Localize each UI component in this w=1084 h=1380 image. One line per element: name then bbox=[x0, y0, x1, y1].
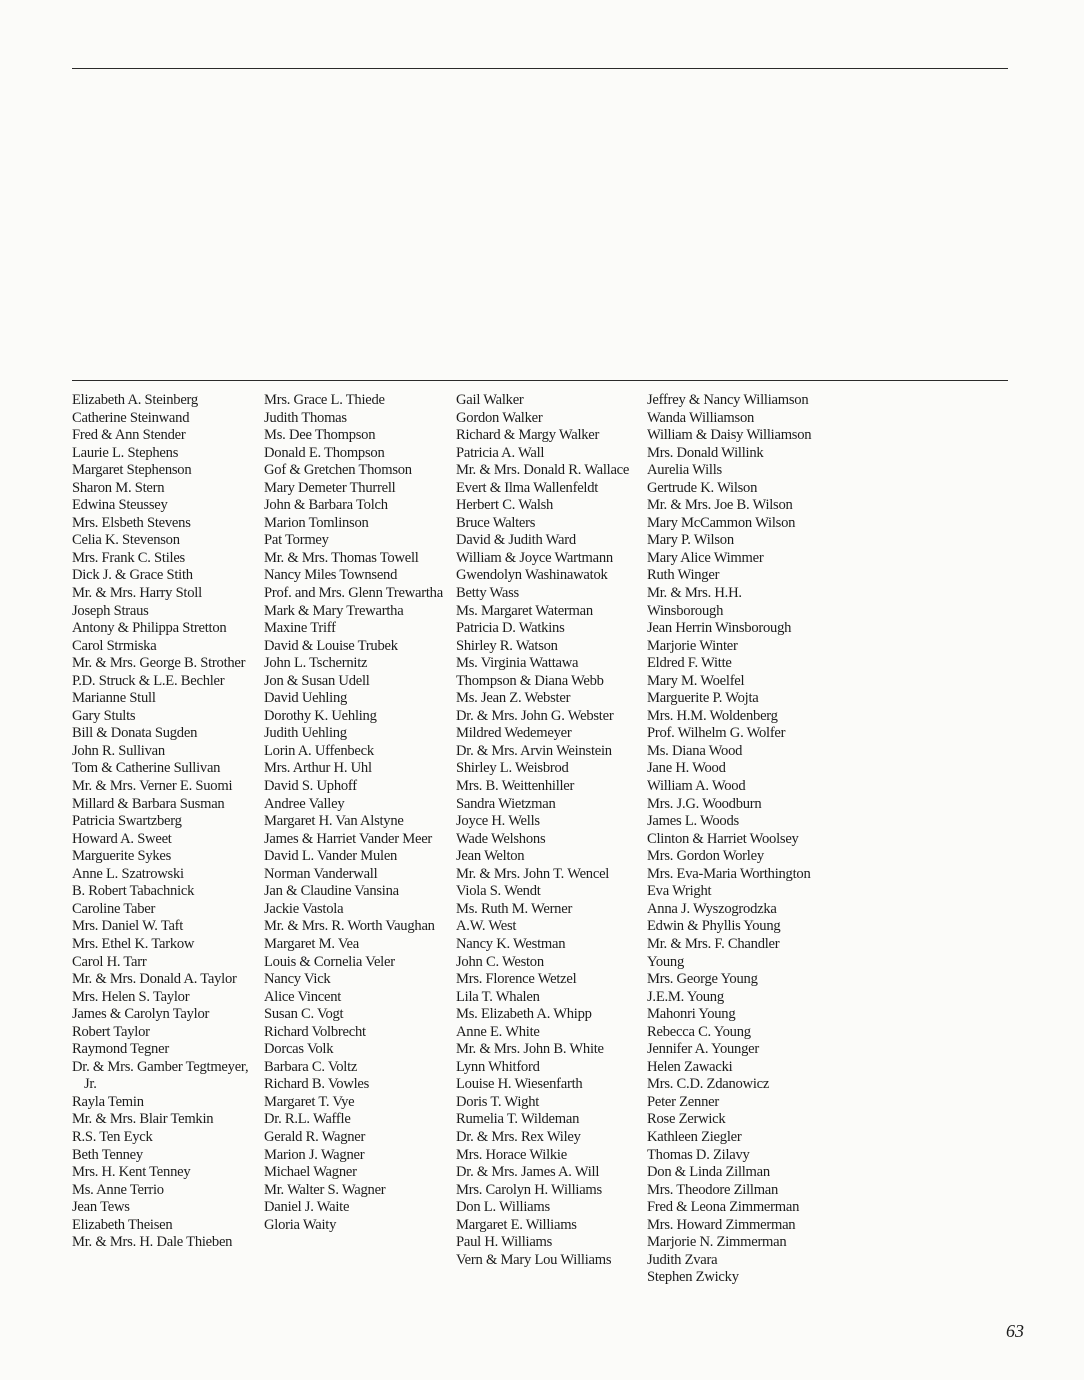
donor-name: Mr. Walter S. Wagner bbox=[264, 1181, 386, 1198]
donor-name: Maxine Triff bbox=[264, 620, 336, 637]
donor-name: Dorothy K. Uehling bbox=[264, 707, 377, 724]
donor-name: Gordon Walker bbox=[456, 409, 543, 426]
donor-name: Mrs. Arthur H. Uhl bbox=[264, 760, 372, 777]
donor-name: Rumelia T. Wildeman bbox=[456, 1111, 580, 1128]
donor-name: Patricia A. Wall bbox=[456, 444, 545, 461]
donor-name: Clinton & Harriet Woolsey bbox=[647, 830, 799, 847]
donor-name: Mahonri Young bbox=[647, 1006, 736, 1023]
donor-name: Dr. R.L. Waffle bbox=[264, 1111, 351, 1128]
donor-name: Patricia Swartzberg bbox=[72, 813, 182, 830]
donor-name: Aurelia Wills bbox=[647, 462, 722, 479]
donor-name: Mark & Mary Trewartha bbox=[264, 602, 404, 619]
donor-name: Gloria Waity bbox=[264, 1216, 337, 1233]
donor-name: Norman Vanderwall bbox=[264, 865, 378, 882]
donor-name: Judith Zvara bbox=[647, 1251, 718, 1268]
donor-name: Mrs. Gordon Worley bbox=[647, 848, 764, 865]
donor-name: Ms. Margaret Waterman bbox=[456, 602, 593, 619]
donor-name: Joyce H. Wells bbox=[456, 813, 540, 830]
donor-name: Ruth Winger bbox=[647, 567, 720, 584]
donor-name: Evert & Ilma Wallenfeldt bbox=[456, 479, 599, 496]
donor-name: Wanda Williamson bbox=[647, 409, 755, 426]
donor-name: Paul H. Williams bbox=[456, 1234, 553, 1251]
donor-name: John L. Tschernitz bbox=[264, 655, 368, 672]
donor-name: Anne E. White bbox=[456, 1023, 540, 1040]
donor-name: Rebecca C. Young bbox=[647, 1023, 751, 1040]
donor-name: Mrs. Florence Wetzel bbox=[456, 971, 577, 988]
donor-name: Mrs. Grace L. Thiede bbox=[264, 392, 385, 408]
donor-name: Don L. Williams bbox=[456, 1199, 550, 1216]
donor-name: Lorin A. Uffenbeck bbox=[264, 742, 374, 759]
donor-name: Marguerite P. Wojta bbox=[647, 690, 759, 707]
donor-name: Mrs. Frank C. Stiles bbox=[72, 549, 185, 566]
donor-name: Dick J. & Grace Stith bbox=[72, 567, 193, 584]
donor-name: Marjorie N. Zimmerman bbox=[647, 1234, 787, 1251]
donor-name: Herbert C. Walsh bbox=[456, 497, 554, 514]
donor-name: Mrs. Elsbeth Stevens bbox=[72, 514, 191, 531]
donor-name: Rose Zerwick bbox=[647, 1111, 726, 1128]
donor-name: Sandra Wietzman bbox=[456, 795, 556, 812]
donor-name: Ms. Elizabeth A. Whipp bbox=[456, 1006, 592, 1023]
donor-name: Mr. & Mrs. F. Chandler bbox=[647, 935, 780, 952]
donor-name: Howard A. Sweet bbox=[72, 830, 172, 847]
donor-name: Mrs. C.D. Zdanowicz bbox=[647, 1076, 770, 1093]
donor-name: Young bbox=[647, 953, 685, 970]
donor-name: Ms. Diana Wood bbox=[647, 742, 743, 759]
donor-name: Gail Walker bbox=[456, 392, 524, 408]
donor-name: Carol H. Tarr bbox=[72, 953, 147, 970]
donor-name: Margaret M. Vea bbox=[264, 935, 359, 952]
donor-name: Anna J. Wyszogrodzka bbox=[647, 900, 777, 917]
donor-name: Lila T. Whalen bbox=[456, 988, 540, 1005]
donor-name: Mr. & Mrs. R. Worth Vaughan bbox=[264, 918, 435, 935]
donor-column-2 bbox=[264, 392, 454, 1234]
donor-name: John & Barbara Tolch bbox=[264, 497, 388, 514]
donor-name: Helen Zawacki bbox=[647, 1058, 733, 1075]
donor-name: John C. Weston bbox=[456, 953, 544, 970]
donor-name: Thompson & Diana Webb bbox=[456, 672, 604, 689]
donor-column-3 bbox=[456, 392, 646, 1269]
donor-name: Andree Valley bbox=[264, 795, 345, 812]
donor-name: Jeffrey & Nancy Williamson bbox=[647, 392, 809, 408]
donor-name: Jean Tews bbox=[72, 1199, 130, 1216]
donor-name: Mrs. Howard Zimmerman bbox=[647, 1216, 796, 1233]
donor-name: Marion Tomlinson bbox=[264, 514, 369, 531]
donor-name: Elizabeth A. Steinberg bbox=[72, 392, 198, 408]
donor-name: Mrs. Daniel W. Taft bbox=[72, 918, 184, 935]
donor-name: Ms. Anne Terrio bbox=[72, 1181, 164, 1198]
page-number: 63 bbox=[1006, 1321, 1024, 1341]
donor-name: Louise H. Wiesenfarth bbox=[456, 1076, 583, 1093]
donor-name: Mrs. Donald Willink bbox=[647, 444, 764, 461]
donor-name: Beth Tenney bbox=[72, 1146, 143, 1163]
donor-name: Mr. & Mrs. John B. White bbox=[456, 1041, 604, 1058]
donor-name: Caroline Taber bbox=[72, 900, 156, 917]
donor-name: Margaret T. Vye bbox=[264, 1093, 355, 1110]
donor-name: Gary Stults bbox=[72, 707, 136, 724]
donor-name: James L. Woods bbox=[647, 813, 739, 830]
donor-name: Gwendolyn Washinawatok bbox=[456, 567, 608, 584]
donor-name: Nancy Miles Townsend bbox=[264, 567, 398, 584]
donor-name: David Uehling bbox=[264, 690, 348, 707]
donor-name: Mrs. Ethel K. Tarkow bbox=[72, 935, 195, 952]
donor-name: Ms. Jean Z. Webster bbox=[456, 690, 571, 707]
donor-name: Richard & Margy Walker bbox=[456, 427, 600, 444]
donor-name: Mrs. Carolyn H. Williams bbox=[456, 1181, 602, 1198]
donor-name: Jan & Claudine Vansina bbox=[264, 883, 399, 900]
donor-name: Dr. & Mrs. Rex Wiley bbox=[456, 1128, 581, 1145]
donor-name: Marion J. Wagner bbox=[264, 1146, 365, 1163]
donor-name: Mr. & Mrs. Blair Temkin bbox=[72, 1111, 214, 1128]
donor-name: Catherine Steinwand bbox=[72, 409, 190, 426]
donor-name: William & Joyce Wartmann bbox=[456, 549, 613, 566]
donor-name: Mrs. Eva-Maria Worthington bbox=[647, 865, 811, 882]
donor-name: Donald E. Thompson bbox=[264, 444, 385, 461]
donor-name: Mary M. Woelfel bbox=[647, 672, 745, 689]
donor-name: Nancy K. Westman bbox=[456, 935, 566, 952]
donor-name: Betty Wass bbox=[456, 585, 519, 602]
donor-name: David & Judith Ward bbox=[456, 532, 576, 549]
donor-name: Fred & Leona Zimmerman bbox=[647, 1199, 800, 1216]
donor-name: Marjorie Winter bbox=[647, 637, 738, 654]
donor-name: Gof & Gretchen Thomson bbox=[264, 462, 412, 479]
donor-name: Millard & Barbara Susman bbox=[72, 795, 225, 812]
donor-name: Jean Welton bbox=[456, 848, 525, 865]
donor-name: Anne L. Szatrowski bbox=[72, 865, 184, 882]
donor-name: Prof. Wilhelm G. Wolfer bbox=[647, 725, 786, 742]
donor-name: Margaret E. Williams bbox=[456, 1216, 577, 1233]
donor-name: Dr. & Mrs. Arvin Weinstein bbox=[456, 742, 612, 759]
donor-name: B. Robert Tabachnick bbox=[72, 883, 195, 900]
donor-name: Lynn Whitford bbox=[456, 1058, 540, 1075]
donor-name: Bruce Walters bbox=[456, 514, 536, 531]
donor-name: Elizabeth Theisen bbox=[72, 1216, 173, 1233]
donor-name: Kathleen Ziegler bbox=[647, 1128, 742, 1145]
donor-name: Patricia D. Watkins bbox=[456, 620, 565, 637]
donor-name: Dr. & Mrs. James A. Will bbox=[456, 1164, 600, 1181]
donor-name: Prof. and Mrs. Glenn Trewartha bbox=[264, 585, 443, 602]
donor-name: Alice Vincent bbox=[264, 988, 342, 1005]
donor-name: Jennifer A. Younger bbox=[647, 1041, 759, 1058]
donor-name: Marianne Stull bbox=[72, 690, 156, 707]
donor-name: David S. Uphoff bbox=[264, 778, 357, 795]
donor-name: Richard Volbrecht bbox=[264, 1023, 366, 1040]
donor-name: Ms. Virginia Wattawa bbox=[456, 655, 579, 672]
donor-name: Judith Thomas bbox=[264, 409, 347, 426]
donor-name: Judith Uehling bbox=[264, 725, 347, 742]
donor-name: Mary McCammon Wilson bbox=[647, 514, 796, 531]
donor-name: Mr. & Mrs. Thomas Towell bbox=[264, 549, 419, 566]
donor-name: Dorcas Volk bbox=[264, 1041, 334, 1058]
donor-name: Mrs. H.M. Woldenberg bbox=[647, 707, 778, 724]
donor-name: Edwin & Phyllis Young bbox=[647, 918, 781, 935]
donor-name: Winsborough bbox=[647, 602, 724, 619]
donor-name: Raymond Tegner bbox=[72, 1041, 169, 1058]
donor-name: Vern & Mary Lou Williams bbox=[456, 1251, 612, 1268]
donor-name: Mary Alice Wimmer bbox=[647, 549, 764, 566]
donor-name: Mrs. George Young bbox=[647, 971, 758, 988]
donor-name: Sharon M. Stern bbox=[72, 479, 165, 496]
donor-name: Ms. Ruth M. Werner bbox=[456, 900, 573, 917]
donor-name: Mr. & Mrs. Donald R. Wallace bbox=[456, 462, 630, 479]
donor-name: Daniel J. Waite bbox=[264, 1199, 350, 1216]
donor-name: Celia K. Stevenson bbox=[72, 532, 180, 549]
donor-name: Margaret H. Van Alstyne bbox=[264, 813, 404, 830]
donor-name: John R. Sullivan bbox=[72, 742, 165, 759]
donor-name: Margaret Stephenson bbox=[72, 462, 192, 479]
donor-list bbox=[72, 392, 1032, 1302]
donor-name: Michael Wagner bbox=[264, 1164, 357, 1181]
donor-name: Carol Strmiska bbox=[72, 637, 157, 654]
donor-name: William & Daisy Williamson bbox=[647, 427, 812, 444]
donor-name: Rayla Temin bbox=[72, 1093, 144, 1110]
donor-name: David L. Vander Mulen bbox=[264, 848, 398, 865]
donor-name: Barbara C. Voltz bbox=[264, 1058, 358, 1075]
donor-name: Jean Herrin Winsborough bbox=[647, 620, 792, 637]
donor-name: A.W. West bbox=[456, 918, 517, 935]
donor-name: Dr. & Mrs. John G. Webster bbox=[456, 707, 614, 724]
donor-name: James & Carolyn Taylor bbox=[72, 1006, 210, 1023]
donor-name: J.E.M. Young bbox=[647, 988, 724, 1005]
donor-name: Mr. & Mrs. Donald A. Taylor bbox=[72, 971, 237, 988]
donor-name: Gerald R. Wagner bbox=[264, 1128, 366, 1145]
donor-name: Mary P. Wilson bbox=[647, 532, 734, 549]
donor-name: Richard B. Vowles bbox=[264, 1076, 370, 1093]
donor-name: Mrs. B. Weittenhiller bbox=[456, 778, 575, 795]
donor-name: Mrs. J.G. Woodburn bbox=[647, 795, 762, 812]
donor-name: Doris T. Wight bbox=[456, 1093, 540, 1110]
donor-name: Edwina Steussey bbox=[72, 497, 168, 514]
donor-name: Susan C. Vogt bbox=[264, 1006, 344, 1023]
donor-name: P.D. Struck & L.E. Bechler bbox=[72, 672, 225, 689]
donor-name: William A. Wood bbox=[647, 778, 746, 795]
donor-name: Eva Wright bbox=[647, 883, 712, 900]
donor-name: Mr. & Mrs. Verner E. Suomi bbox=[72, 778, 233, 795]
donor-name: Jackie Vastola bbox=[264, 900, 344, 917]
donor-name: Jon & Susan Udell bbox=[264, 672, 370, 689]
donor-name: Mildred Wedemeyer bbox=[456, 725, 572, 742]
donor-name: Mr. & Mrs. H.H. bbox=[647, 585, 742, 602]
donor-name: Ms. Dee Thompson bbox=[264, 427, 376, 444]
donor-name: James & Harriet Vander Meer bbox=[264, 830, 433, 847]
donor-name: Fred & Ann Stender bbox=[72, 427, 186, 444]
donor-name: Wade Welshons bbox=[456, 830, 546, 847]
donor-name: Mrs. Theodore Zillman bbox=[647, 1181, 779, 1198]
donor-name: Jane H. Wood bbox=[647, 760, 726, 777]
donor-name: Stephen Zwicky bbox=[647, 1269, 739, 1286]
donor-name: Tom & Catherine Sullivan bbox=[72, 760, 221, 777]
donor-name: Joseph Straus bbox=[72, 602, 149, 619]
donor-name: Pat Tormey bbox=[264, 532, 329, 549]
donor-name: Mr. & Mrs. Harry Stoll bbox=[72, 585, 202, 602]
donor-name: Gertrude K. Wilson bbox=[647, 479, 758, 496]
donor-name: Thomas D. Zilavy bbox=[647, 1146, 750, 1163]
donor-name: Don & Linda Zillman bbox=[647, 1164, 770, 1181]
donor-name: Bill & Donata Sugden bbox=[72, 725, 198, 742]
donor-name: Laurie L. Stephens bbox=[72, 444, 179, 461]
donor-name: Mr. & Mrs. H. Dale Thieben bbox=[72, 1234, 233, 1251]
donor-name: Mr. & Mrs. Joe B. Wilson bbox=[647, 497, 793, 514]
donor-name: Antony & Philippa Stretton bbox=[72, 620, 227, 637]
donor-name: Robert Taylor bbox=[72, 1023, 150, 1040]
donor-name: Dr. & Mrs. Gamber Tegtmeyer, Jr. bbox=[72, 1058, 249, 1093]
donor-name: Viola S. Wendt bbox=[456, 883, 541, 900]
donor-name: Mr. & Mrs. George B. Strother bbox=[72, 655, 246, 672]
donor-column-4 bbox=[647, 392, 837, 1287]
donor-name: Mary Demeter Thurrell bbox=[264, 479, 396, 496]
donor-name: Shirley R. Watson bbox=[456, 637, 558, 654]
donor-name: Peter Zenner bbox=[647, 1093, 719, 1110]
donor-name: David & Louise Trubek bbox=[264, 637, 398, 654]
section-rule bbox=[72, 380, 1008, 381]
donor-name: R.S. Ten Eyck bbox=[72, 1128, 153, 1145]
donor-name: Shirley L. Weisbrod bbox=[456, 760, 569, 777]
donor-name: Louis & Cornelia Veler bbox=[264, 953, 395, 970]
donor-name: Mrs. H. Kent Tenney bbox=[72, 1164, 191, 1181]
top-rule bbox=[72, 68, 1008, 69]
donor-name: Marguerite Sykes bbox=[72, 848, 172, 865]
donor-column-1 bbox=[72, 392, 262, 1252]
donor-name: Mrs. Horace Wilkie bbox=[456, 1146, 567, 1163]
donor-name: Eldred F. Witte bbox=[647, 655, 732, 672]
donor-name: Mr. & Mrs. John T. Wencel bbox=[456, 865, 610, 882]
donor-name: Nancy Vick bbox=[264, 971, 331, 988]
donor-name: Mrs. Helen S. Taylor bbox=[72, 988, 190, 1005]
